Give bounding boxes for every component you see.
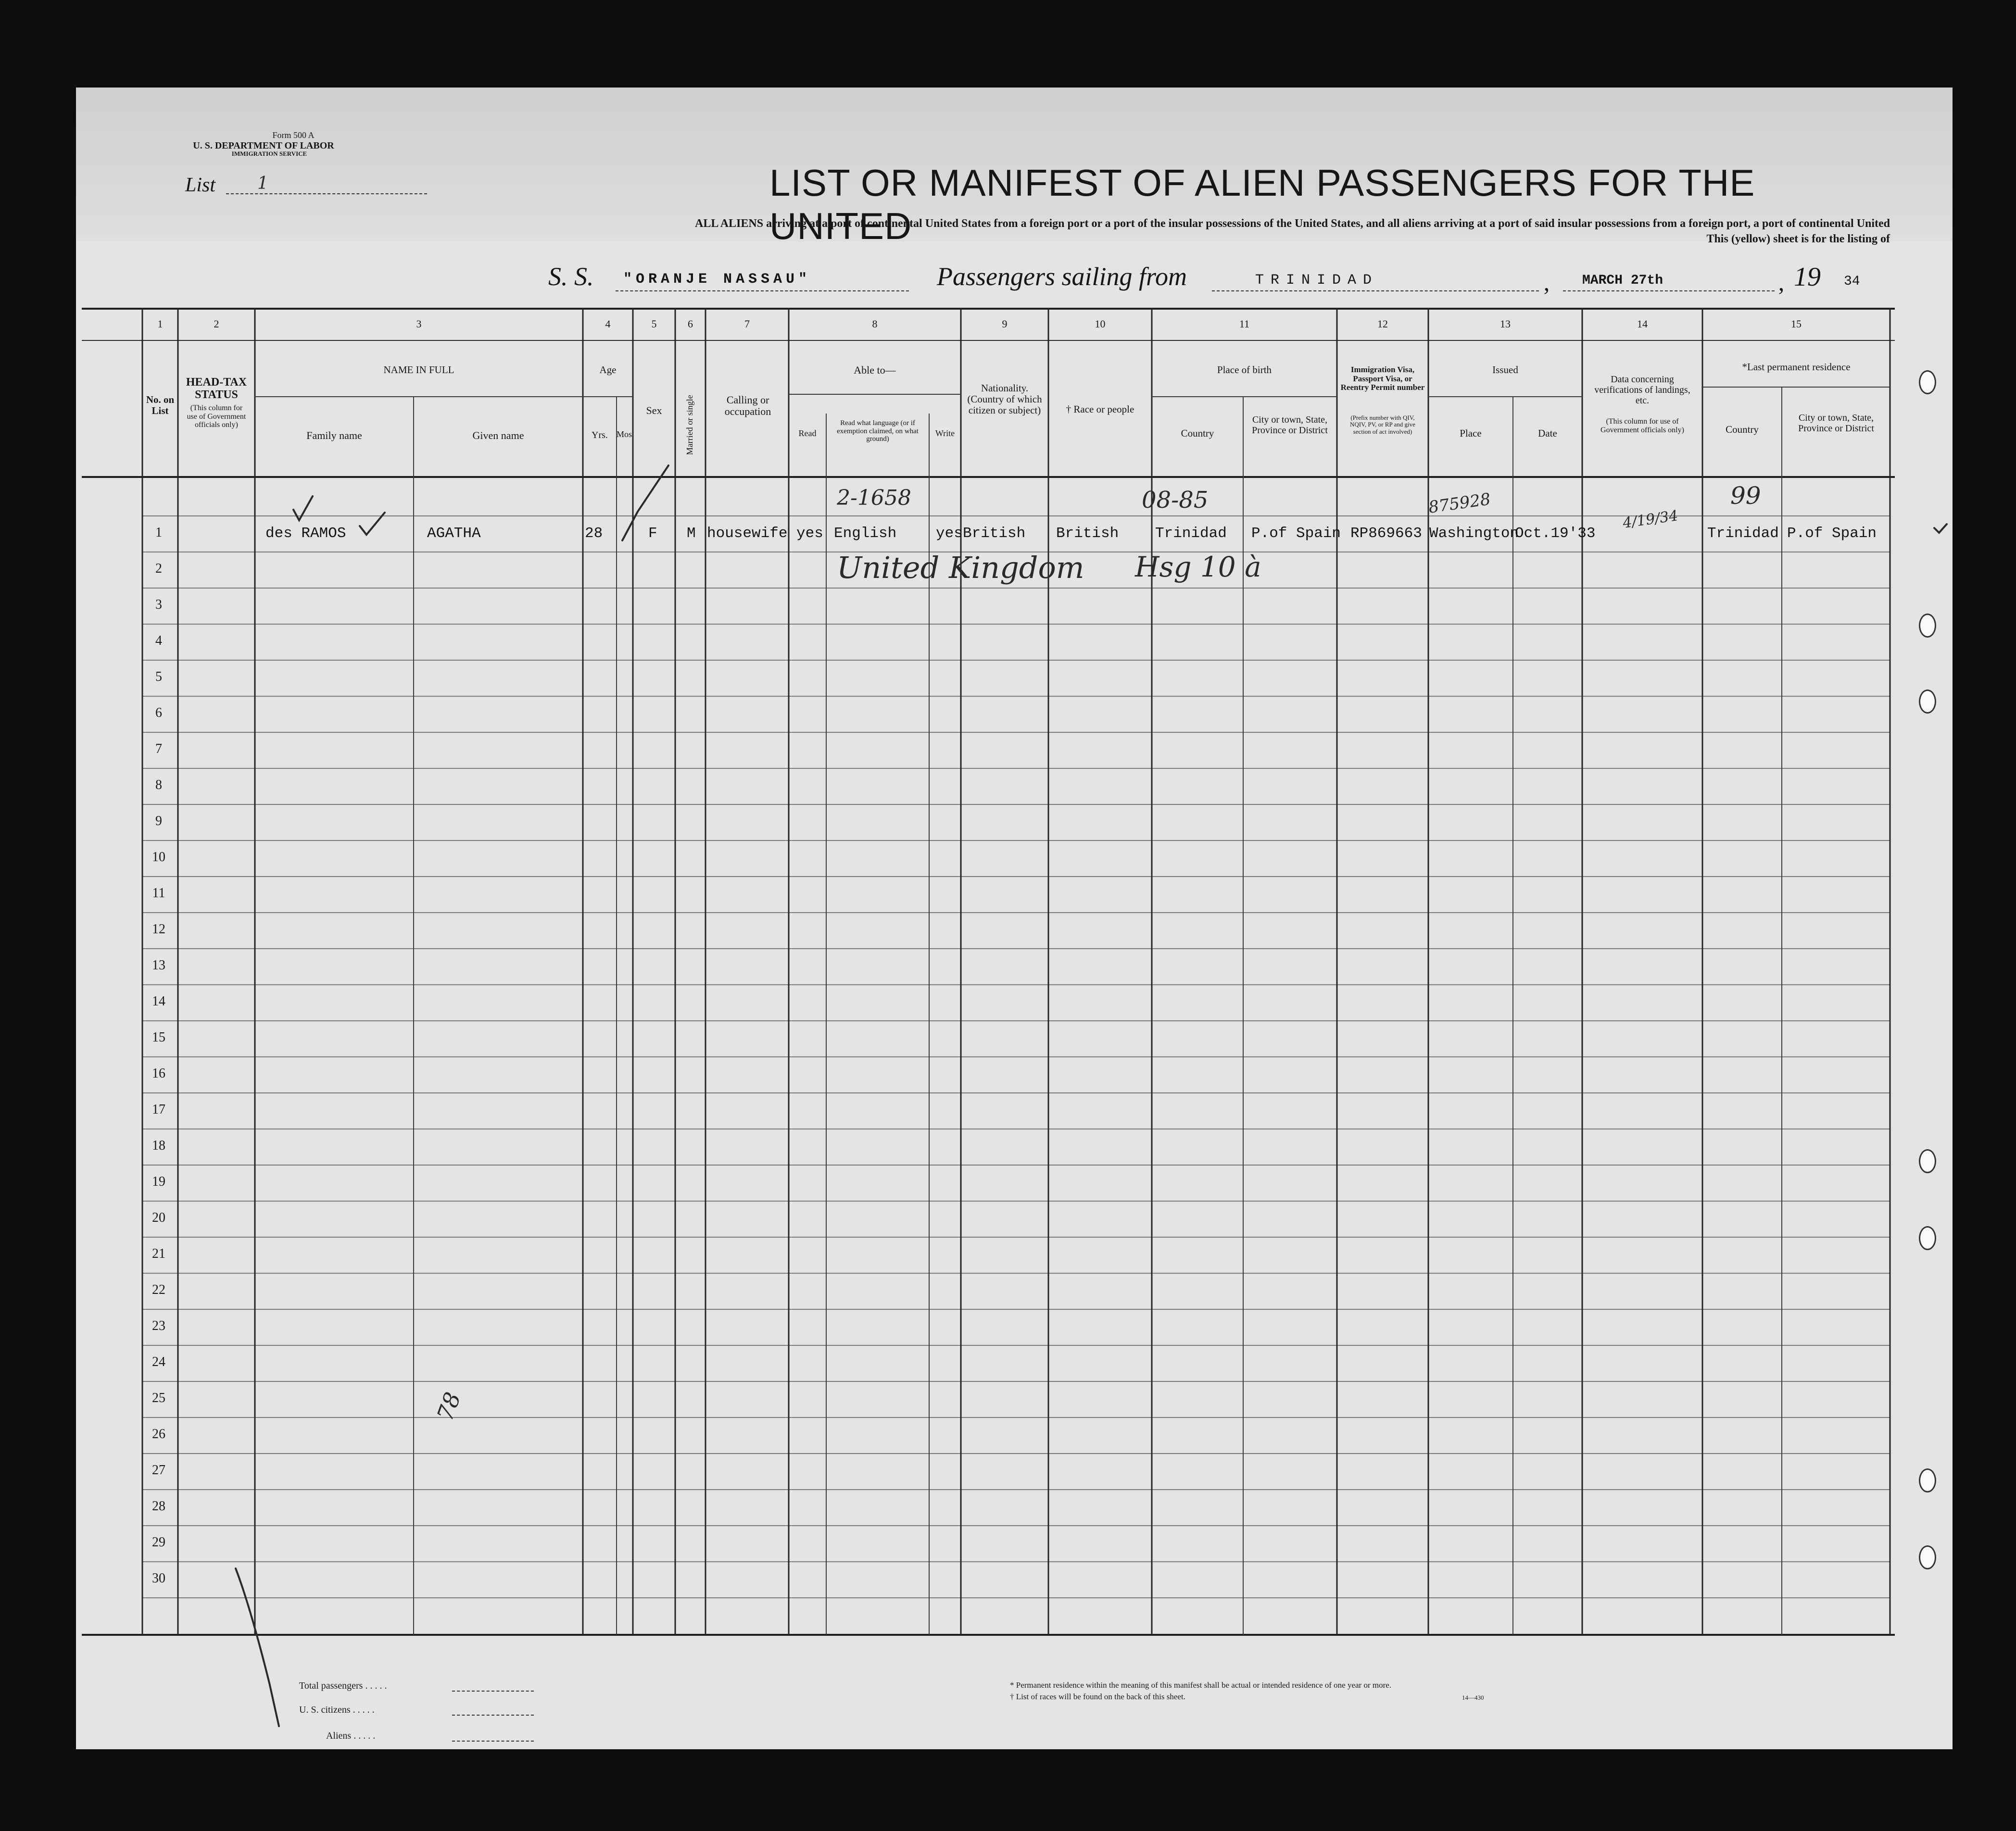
- col-num-11: 11: [1239, 318, 1250, 330]
- col-num-9: 9: [1002, 318, 1008, 330]
- row-number: 5: [155, 669, 162, 684]
- header-mos: Mos.: [617, 429, 634, 439]
- handwritten-row2-country: United Kingdom: [837, 550, 1084, 585]
- passenger-read: yes: [796, 525, 823, 542]
- col-num-13: 13: [1500, 318, 1511, 330]
- header-head-tax-note: (This column for use of Government officials only): [187, 404, 246, 429]
- row-number: 21: [152, 1246, 165, 1261]
- row-number: 17: [152, 1102, 165, 1117]
- row-number: 27: [152, 1463, 165, 1478]
- date-comma: ,: [1778, 269, 1785, 296]
- handwritten-row2-note: Hsg 10 à: [1135, 551, 1261, 583]
- footer-aliens: Aliens . . . . .: [326, 1731, 376, 1741]
- passenger-sex: F: [648, 525, 657, 542]
- row-number: 25: [152, 1391, 165, 1405]
- row-number: 19: [152, 1174, 165, 1189]
- form-number: Form 500 A: [272, 130, 315, 140]
- handwritten-visa-number: 875928: [1427, 489, 1492, 517]
- col-num-3: 3: [416, 318, 422, 330]
- header-yrs: Yrs.: [592, 430, 608, 440]
- punch-hole: [1919, 690, 1936, 714]
- header-name-in-full: NAME IN FULL: [383, 364, 454, 376]
- header-read: Read: [798, 428, 817, 438]
- handwritten-birth-number: 08-85: [1142, 487, 1209, 514]
- row-number: 13: [152, 958, 165, 973]
- footer-note-races: † List of races will be found on the back of this sheet.: [1010, 1692, 1185, 1701]
- header-calling: Calling or occupation: [724, 394, 771, 418]
- col-num-8: 8: [872, 318, 878, 330]
- col-num-12: 12: [1377, 318, 1388, 330]
- port-comma: ,: [1543, 269, 1550, 296]
- row-number: 14: [152, 994, 165, 1009]
- footer-us-citizens: U. S. citizens . . . . .: [299, 1705, 375, 1715]
- footer-us-line: [452, 1715, 534, 1716]
- row-number: 24: [152, 1354, 165, 1369]
- passenger-family-name: des RAMOS: [265, 525, 346, 542]
- punch-hole: [1919, 614, 1936, 638]
- punch-hole: [1919, 370, 1936, 394]
- passenger-race: British: [1056, 525, 1119, 542]
- passenger-married: M: [687, 525, 696, 542]
- header-last-residence: *Last permanent residence: [1742, 361, 1851, 373]
- row-number: 28: [152, 1499, 165, 1514]
- col-num-14: 14: [1637, 318, 1648, 330]
- manifest-title: LIST OR MANIFEST OF ALIEN PASSENGERS FOR THE UNITED: [769, 162, 1755, 247]
- passenger-given-name: AGATHA: [427, 525, 481, 542]
- footer-total-line: [452, 1691, 534, 1692]
- passenger-res-city: P.of Spain: [1787, 525, 1877, 542]
- ss-label: S. S.: [548, 262, 594, 291]
- handwritten-residence-number: 99: [1730, 482, 1761, 510]
- header-age: Age: [599, 364, 617, 376]
- row-number: 16: [152, 1066, 165, 1081]
- header-given-name: Given name: [472, 429, 524, 441]
- row-number: 23: [152, 1318, 165, 1333]
- header-birth-city: City or town, State, Province or District: [1252, 414, 1328, 436]
- handwritten-language-number: 2-1658: [837, 486, 911, 510]
- header-visa-note: (Prefix number with QIV, NQIV, PV, or RP and give section of act involved): [1350, 414, 1415, 435]
- header-read-what: Read what language (or if exemption claimed, on what ground): [837, 419, 919, 443]
- col-num-7: 7: [744, 318, 750, 330]
- header-landing: Data concerning verifications of landings, etc.: [1594, 374, 1690, 406]
- header-write: Write: [935, 428, 955, 438]
- row-number: 12: [152, 922, 165, 937]
- row-number: 18: [152, 1138, 165, 1153]
- col-num-10: 10: [1095, 318, 1106, 330]
- passenger-write: yes: [936, 525, 963, 542]
- header-issued-date: Date: [1538, 427, 1557, 439]
- col-num-6: 6: [688, 318, 693, 330]
- header-no-on-list: No. on List: [146, 394, 175, 417]
- header-sex: Sex: [646, 404, 662, 416]
- passenger-issued-place: Washington: [1429, 525, 1519, 542]
- handwritten-landing-date: 4/19/34: [1622, 507, 1679, 532]
- col-num-1: 1: [157, 318, 163, 330]
- punch-hole: [1919, 1226, 1936, 1250]
- row-number: 4: [155, 633, 162, 648]
- punch-hole: [1919, 1468, 1936, 1492]
- service-name: IMMIGRATION SERVICE: [231, 150, 307, 157]
- row-number: 22: [152, 1282, 165, 1297]
- list-label: List: [185, 174, 216, 196]
- row-number: 6: [155, 705, 162, 720]
- row-number: 30: [152, 1571, 165, 1586]
- year-prefix: 19: [1794, 262, 1821, 292]
- header-landing-note: (This column for use of Government officials only): [1600, 417, 1684, 434]
- header-married: Married or single: [685, 395, 695, 455]
- sailing-label: Passengers sailing from: [937, 262, 1187, 291]
- row-number: 11: [152, 886, 165, 901]
- passenger-language: English: [834, 525, 897, 542]
- punch-hole: [1919, 1149, 1936, 1173]
- row-number: 9: [155, 814, 162, 828]
- handwritten-margin-mark: 78: [431, 1389, 466, 1424]
- list-value: 1: [257, 174, 268, 193]
- sailing-date: MARCH 27th: [1582, 273, 1663, 288]
- col-num-4: 4: [605, 318, 611, 330]
- header-res-country: Country: [1726, 424, 1759, 435]
- passenger-res-country: Trinidad: [1707, 525, 1779, 542]
- header-place-of-birth: Place of birth: [1217, 364, 1272, 376]
- row-number: 20: [152, 1210, 165, 1225]
- col-num-2: 2: [214, 318, 219, 330]
- row-number: 7: [155, 741, 162, 756]
- row-number: 1: [155, 525, 162, 540]
- manifest-subtitle-1: ALL ALIENS arriving at a port of continental United States from a foreign port or a port of the insular possessions of the United States, and all aliens arriving at a port of said insular possessions from a foreign port, a port of continental United: [695, 217, 1890, 230]
- passenger-birth-city: P.of Spain: [1251, 525, 1341, 542]
- year-suffix: 34: [1844, 274, 1860, 289]
- footer-total-passengers: Total passengers . . . . .: [299, 1681, 387, 1691]
- footer-note-residence: * Permanent residence within the meaning of this manifest shall be actual or intended residence of one year or more.: [1010, 1681, 1392, 1690]
- passenger-visa: RP869663: [1350, 525, 1422, 542]
- row-number: 29: [152, 1535, 165, 1550]
- footer-form-code: 14—430: [1462, 1694, 1484, 1701]
- row-number: 15: [152, 1030, 165, 1045]
- footer-aliens-line: [452, 1741, 534, 1742]
- passenger-issued-date: Oct.19'33: [1515, 525, 1596, 542]
- header-issued-place: Place: [1460, 427, 1482, 439]
- row-number: 3: [155, 597, 162, 612]
- row-number: 8: [155, 778, 162, 792]
- header-nationality: Nationality. (Country of which citizen or subject): [967, 382, 1042, 416]
- row-number: 2: [155, 561, 162, 576]
- header-family-name: Family name: [306, 429, 362, 441]
- passenger-occupation: housewife: [707, 525, 788, 542]
- header-birth-country: Country: [1181, 427, 1214, 439]
- header-res-city: City or town, State, Province or District: [1798, 413, 1874, 434]
- col-num-15: 15: [1791, 318, 1802, 330]
- header-able-to: Able to—: [854, 364, 896, 376]
- row-number: 10: [152, 850, 165, 865]
- passenger-age: 28: [585, 525, 603, 542]
- passenger-birth-country: Trinidad: [1155, 525, 1227, 542]
- ship-name: "ORANJE NASSAU": [623, 271, 811, 288]
- punch-hole: [1919, 1545, 1936, 1569]
- passenger-nationality: British: [963, 525, 1026, 542]
- port-name: TRINIDAD: [1255, 272, 1379, 288]
- header-visa: Immigration Visa, Passport Visa, or Reentry Permit number: [1340, 365, 1425, 392]
- header-head-tax: HEAD-TAX STATUS: [186, 376, 247, 401]
- row-number: 26: [152, 1427, 165, 1442]
- header-race: † Race or people: [1066, 403, 1134, 415]
- department-name: U. S. DEPARTMENT OF LABOR: [193, 140, 334, 151]
- header-issued: Issued: [1492, 364, 1518, 376]
- manifest-subtitle-2: This (yellow) sheet is for the listing of: [1706, 233, 1890, 245]
- col-num-5: 5: [651, 318, 657, 330]
